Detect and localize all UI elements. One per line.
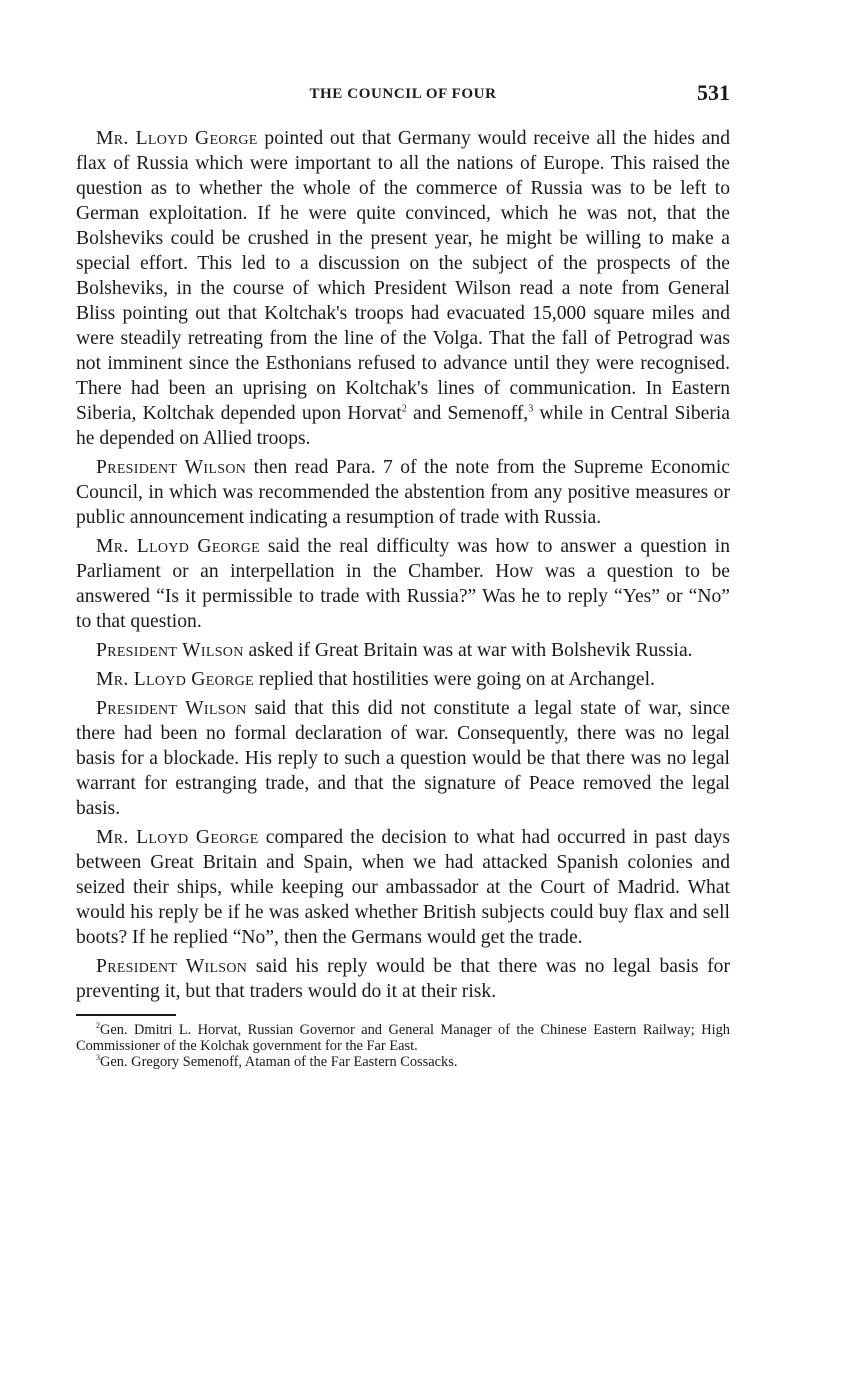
running-head xyxy=(76,80,730,110)
footnote-marker: 3 xyxy=(96,1053,100,1063)
footnote xyxy=(76,1022,730,1054)
paragraph-3 xyxy=(76,534,730,634)
footnote-text: Gen. Gregory Semenoff, Ataman of the Far Eastern Cossacks. xyxy=(100,1054,458,1070)
footnote xyxy=(76,1054,730,1070)
speaker-name: President Wilson xyxy=(96,698,247,719)
paragraph-text: replied that hostilities were going on at Archangel. xyxy=(253,669,655,690)
paragraph-text: then read Para. 7 of the note from the Supreme Economic Council, in which was recommended the abstention from any positive measures or public announcement indicating a resumption of trade with Russia. xyxy=(76,457,730,528)
page-number: 531 xyxy=(697,80,730,105)
paragraph-text: said the real difficulty was how to answer a question in Parliament or an interpellation in the Chamber. How was a question to be answered “Is it permissible to trade with Russia?” Was he to reply “Yes” or “No” to that question. xyxy=(76,536,730,632)
footnotes xyxy=(76,1022,730,1070)
paragraph-text: compared the decision to what had occurred in past days between Great Britain and Spain, when we had attacked Spanish colonies and seized their ships, while keeping our ambassador at the Court of Madrid. What would his reply be if he was asked whether British subjects could buy flax and sell boots? If he replied “No”, then the Germans would get the trade. xyxy=(76,827,730,948)
paragraph-text: while in Central Siberia he depended on Allied troops. xyxy=(76,403,730,449)
paragraph-4 xyxy=(76,638,730,663)
book-page xyxy=(76,80,730,1070)
paragraph-1 xyxy=(76,126,730,451)
paragraph-text: said his reply would be that there was no legal basis for preventing it, but that traders would do it at their risk. xyxy=(76,956,730,1002)
speaker-name: President Wilson xyxy=(96,457,247,478)
paragraph-text: asked if Great Britain was at war with Bolshevik Russia. xyxy=(243,640,693,661)
footnote-divider xyxy=(76,1014,176,1016)
speaker-name: Mr. Lloyd George xyxy=(96,536,260,557)
speaker-name: President Wilson xyxy=(96,640,244,661)
speaker-name: President Wilson xyxy=(96,956,248,977)
footnote-reference: 2 xyxy=(401,403,407,415)
footnote-marker: 2 xyxy=(96,1021,100,1031)
speaker-name: Mr. Lloyd George xyxy=(96,827,259,848)
speaker-name: Mr. Lloyd George xyxy=(96,669,254,690)
paragraph-text: said that this did not constitute a legal state of war, since there had been no formal declaration of war. Consequently, there was no legal basis for a blockade. His reply to such a question would be that there was no legal warrant for estranging trade, and that the signature of Peace removed the legal basis. xyxy=(76,698,730,819)
paragraph-text: and Semenoff, xyxy=(406,403,529,424)
running-title: THE COUNCIL OF FOUR xyxy=(309,86,497,102)
footnote-reference: 3 xyxy=(528,403,534,415)
speaker-name: Mr. Lloyd George xyxy=(96,128,258,149)
body-text xyxy=(76,126,730,1004)
paragraph-7 xyxy=(76,825,730,950)
paragraph-text: pointed out that Germany would receive all the hides and flax of Russia which were important to all the nations of Europe. This raised the question as to whether the whole of the commerce of Russia was to be left to German exploitation. If he were quite convinced, which he was not, that the Bolsheviks could be crushed in the present year, he might be willing to make a special effort. This led to a discussion on the subject of the prospects of the Bolsheviks, in the course of which President Wilson read a note from General Bliss pointing out that Koltchak's troops had evacuated 15,000 square miles and were steadily retreating from the line of the Volga. That the fall of Petrograd was not imminent since the Esthonians refused to advance until they were recognised. There had been an uprising on Koltchak's lines of communication. In Eastern Siberia, Koltchak depended upon Horvat xyxy=(76,128,730,424)
paragraph-8 xyxy=(76,954,730,1004)
paragraph-6 xyxy=(76,696,730,821)
footnote-text: Gen. Dmitri L. Horvat, Russian Governor and General Manager of the Chinese Eastern Railway; High Commissioner of the Kolchak government for the Far East. xyxy=(76,1022,730,1054)
paragraph-2 xyxy=(76,455,730,530)
paragraph-5 xyxy=(76,667,730,692)
